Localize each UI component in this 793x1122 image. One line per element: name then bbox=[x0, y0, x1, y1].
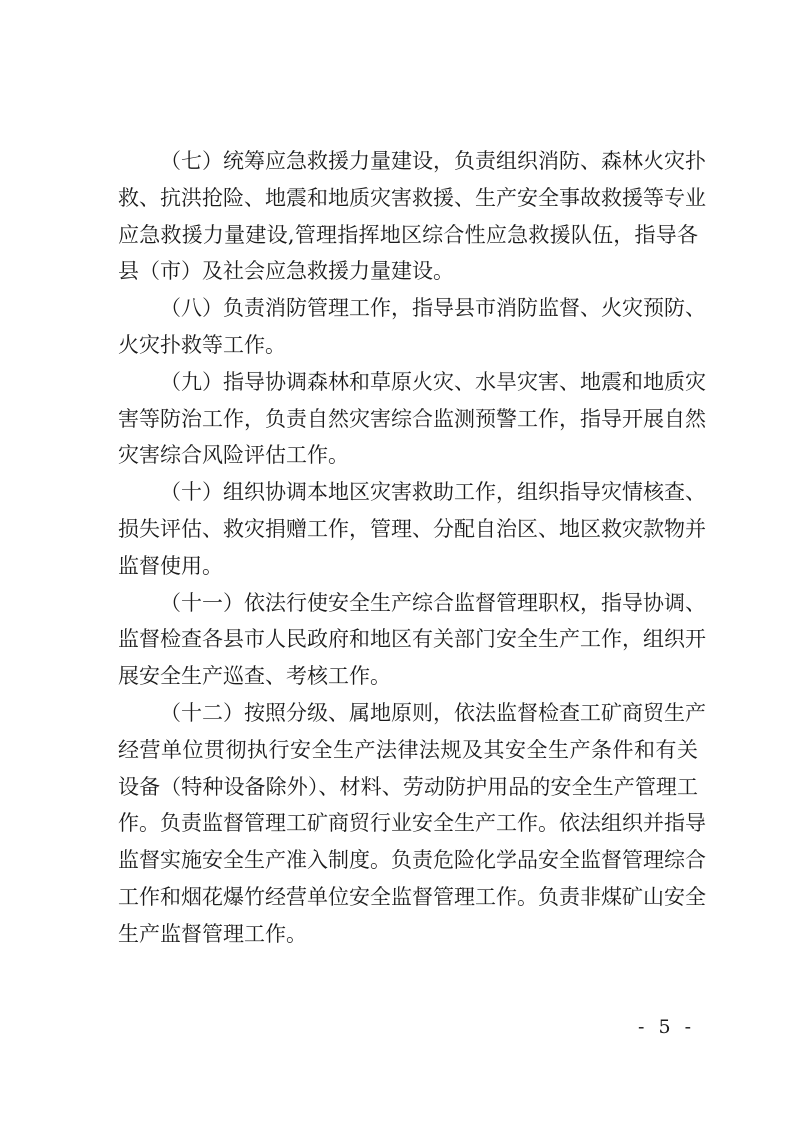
text-line: 救、抗洪抢险、地震和地质灾害救援、生产安全事故救援等专业 bbox=[118, 185, 706, 210]
text-line: 监督实施安全生产准入制度。负责危险化学品安全监督管理综合 bbox=[118, 848, 706, 873]
text-line: 作。负责监督管理工矿商贸行业安全生产工作。依法组织并指导 bbox=[118, 811, 706, 836]
text-line: 火灾扑救等工作。 bbox=[118, 332, 286, 357]
text-line: 工作和烟花爆竹经营单位安全监督管理工作。负责非煤矿山安全 bbox=[118, 884, 706, 909]
paragraph-eleven bbox=[118, 585, 706, 695]
text-line: （十二）按照分级、属地原则，依法监督检查工矿商贸生产 bbox=[160, 700, 706, 725]
text-line: 设备（特种设备除外）、材料、劳动防护用品的安全生产管理工 bbox=[118, 774, 698, 799]
text-line: 灾害综合风险评估工作。 bbox=[118, 443, 349, 468]
document-body bbox=[118, 143, 706, 953]
text-line: 监督使用。 bbox=[118, 553, 223, 578]
text-line: 县（市）及社会应急救援力量建设。 bbox=[118, 259, 454, 284]
text-line: 损失评估、救灾捐赠工作，管理、分配自治区、地区救灾款物并 bbox=[118, 516, 706, 541]
text-line: 应急救援力量建设,管理指挥地区综合性应急救援队伍，指导各 bbox=[118, 222, 698, 247]
paragraph-ten bbox=[118, 474, 706, 584]
text-line: 监督检查各县市人民政府和地区有关部门安全生产工作，组织开 bbox=[118, 627, 706, 652]
text-line: 经营单位贯彻执行安全生产法律法规及其安全生产条件和有关 bbox=[118, 737, 698, 762]
paragraph-nine bbox=[118, 364, 706, 474]
text-line: 展安全生产巡查、考核工作。 bbox=[118, 664, 391, 689]
paragraph-seven bbox=[118, 143, 706, 290]
text-line: 生产监督管理工作。 bbox=[118, 921, 307, 946]
text-line: （十）组织协调本地区灾害救助工作，组织指导灾情核查、 bbox=[160, 480, 706, 505]
paragraph-eight bbox=[118, 290, 706, 364]
paragraph-twelve bbox=[118, 695, 706, 953]
text-line: （十一）依法行使安全生产综合监督管理职权，指导协调、 bbox=[160, 590, 706, 615]
page-number: - 5 - bbox=[638, 1016, 696, 1038]
text-line: 害等防治工作，负责自然灾害综合监测预警工作，指导开展自然 bbox=[118, 406, 706, 431]
text-line: （八）负责消防管理工作，指导县市消防监督、火灾预防、 bbox=[160, 296, 706, 321]
text-line: （七）统筹应急救援力量建设，负责组织消防、森林火灾扑 bbox=[160, 149, 706, 173]
text-line: （九）指导协调森林和草原火灾、水旱灾害、地震和地质灾 bbox=[160, 369, 706, 394]
